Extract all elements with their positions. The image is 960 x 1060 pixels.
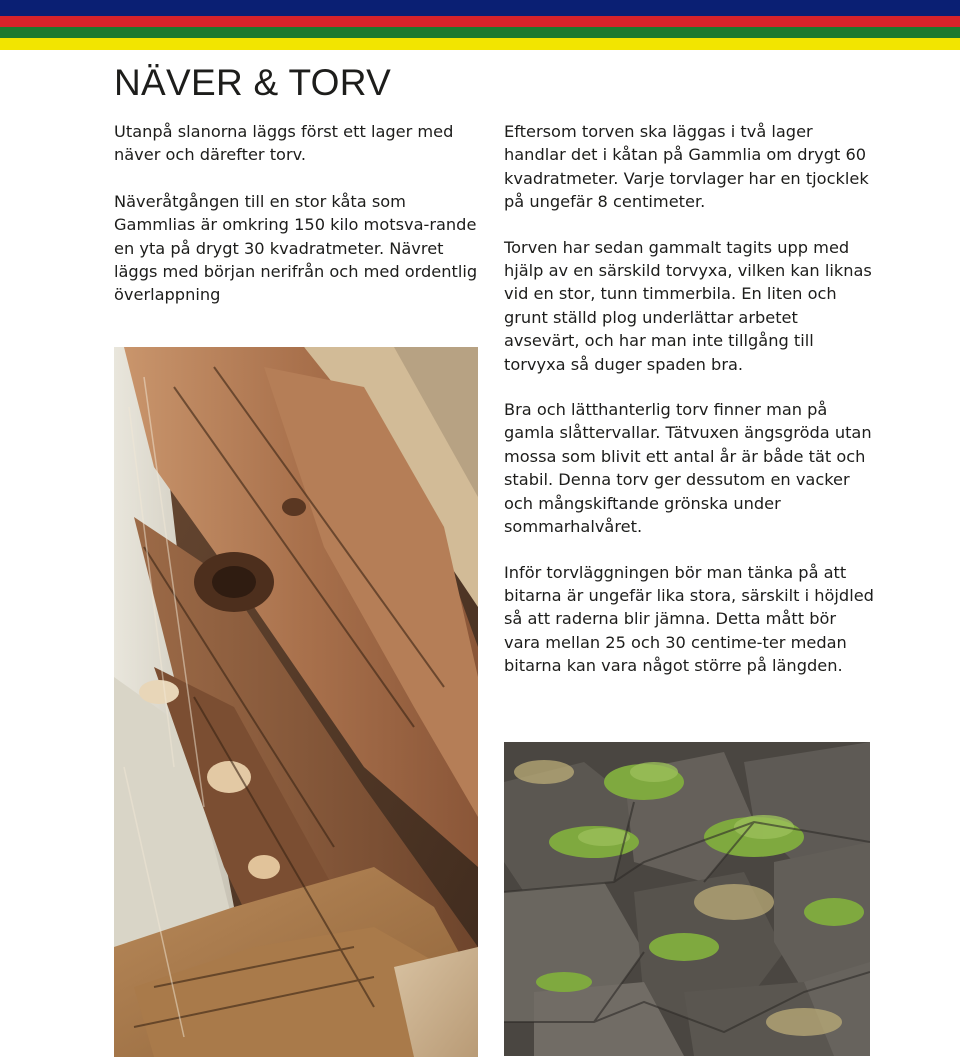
stripe-blue [0, 0, 960, 16]
birch-bark-photo [114, 347, 478, 1057]
stripe-red [0, 16, 960, 27]
page-title: NÄVER & TORV [114, 62, 392, 103]
right-paragraph-1: Eftersom torven ska läggas i två lager handlar det i kåtan på Gammlia om drygt 60 kvadratmeter. Varje torvlager har en tjocklek på ungefär 8 centimeter. [504, 122, 869, 212]
left-paragraph-2: Näveråtgången till en stor kåta som Gammlias är omkring 150 kilo motsva-rande en yta på drygt 30 kvadratmeter. Nävret läggs med början nerifrån och med ordentlig överlappning [114, 191, 478, 305]
left-paragraph-1: Utanpå slanorna läggs först ett lager med näver och därefter torv. [114, 122, 454, 165]
stripe-green [0, 27, 960, 38]
turf-photo [504, 742, 870, 1056]
right-paragraph-2: Torven har sedan gammalt tagits upp med hjälp av en särskild torvyxa, vilken kan liknas vid en stor, tunn timmerbila. En liten och grunt ställd plog underlättar arbetet avsevärt, och har man inte tillgång till torvyxa så duger spaden bra. [504, 237, 872, 374]
right-text-column [504, 120, 874, 678]
header-stripes [0, 0, 960, 50]
right-paragraph-4: Inför torvläggningen bör man tänka på att bitarna är ungefär lika stora, särskilt i höjdled så att raderna blir jämna. Detta mått bör vara mellan 25 och 30 centime-ter medan bitarna kan vara något större på längden. [504, 562, 874, 676]
stripe-yellow [0, 38, 960, 50]
left-text-column [114, 120, 484, 307]
right-paragraph-3: Bra och lätthanterlig torv finner man på gamla slåttervallar. Tätvuxen ängsgröda utan mossa som blivit ett antal år är både tät och stabil. Denna torv ger dessutom en vacker och mångskiftande grönska under sommarhalvåret. [504, 400, 872, 537]
